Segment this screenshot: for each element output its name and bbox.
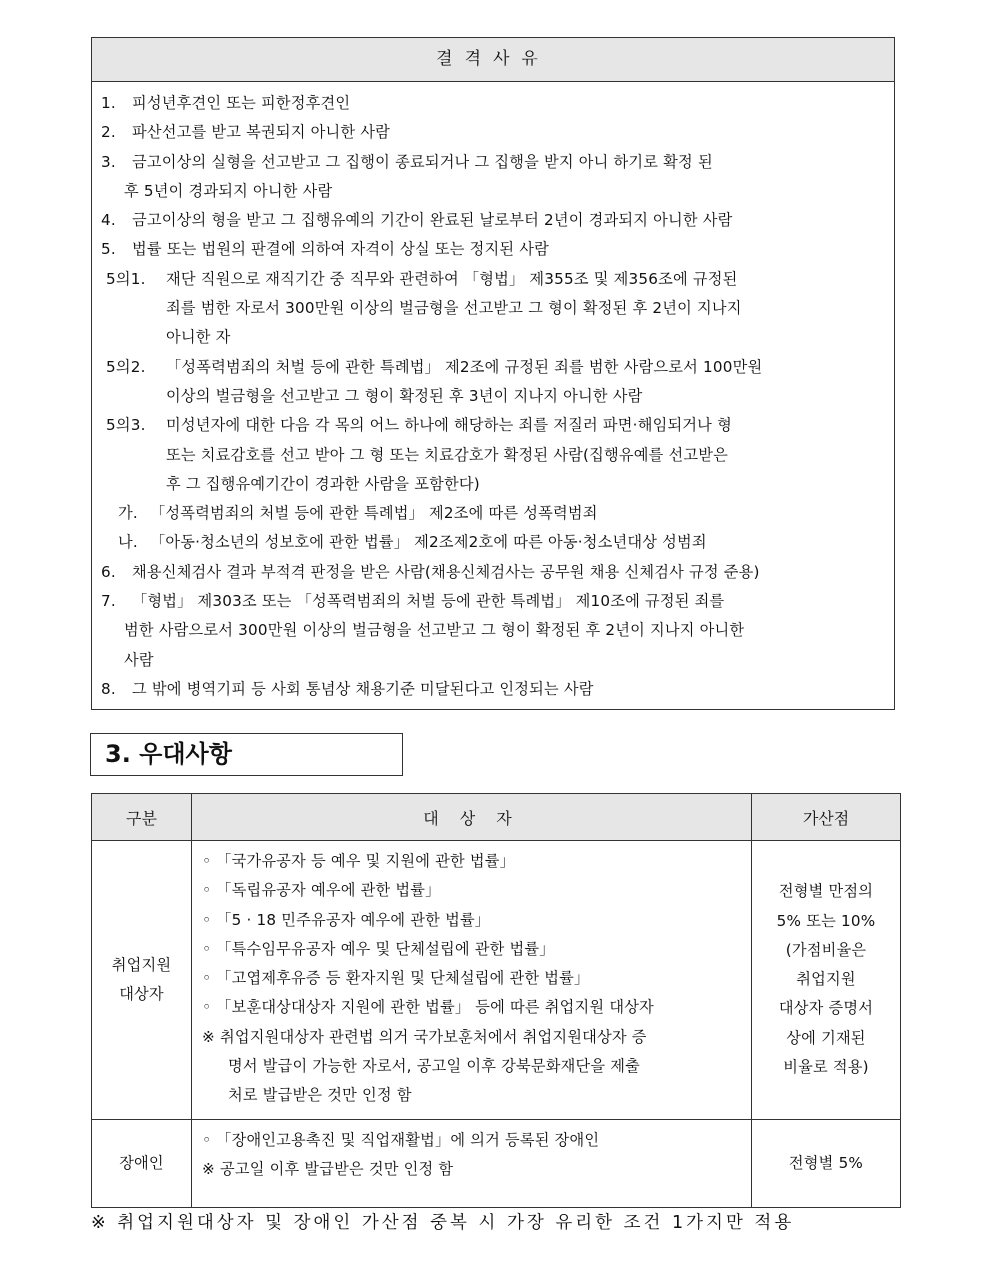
- disqualification-list: [92, 82, 894, 709]
- list-item: 8. 그 밖에 병역기피 등 사회 통념상 채용기준 미달된다고 인정되는 사람: [101, 679, 594, 698]
- header-category: 구분: [92, 794, 192, 841]
- header-points: 가산점: [752, 794, 901, 841]
- list-item: 가. 「성폭력범죄의 처벌 등에 관한 특례법」 제2조에 따른 성폭력범죄: [118, 504, 598, 523]
- header-targets: 대 상 자: [192, 794, 752, 841]
- table-row: [92, 841, 901, 1120]
- targets-cell: ◦ 「장애인고용촉진 및 직업재활법」에 의거 등록된 장애인 ※ 공고일 이후 발급받은 것만 인정 함: [192, 1119, 752, 1207]
- list-item: 1. 피성년후견인 또는 피한정후견인: [101, 94, 351, 112]
- list-item: 5의2. 「성폭력범죄의 처벌 등에 관한 특례법」 제2조에 규정된 죄를 범한 사람으로서 100만원 이상의 벌금형을 선고받고 그 형이 확정된 후 3년이 지나지 아니한 사람: [106, 357, 763, 405]
- disqualification-table: [91, 37, 895, 710]
- list-item: 5의1. 재단 직원으로 재직기간 중 직무와 관련하여 「형법」 제355조 및 제356조에 규정된 죄를 범한 자로서 300만원 이상의 벌금형을 선고받고 그 형이 확정된 후 2년이 지나지 아니한 자: [106, 269, 742, 347]
- table-header-row: [92, 794, 901, 841]
- footnote: ※ 취업지원대상자 및 장애인 가산점 중복 시 가장 유리한 조건 1가지만 적용: [91, 1213, 795, 1233]
- list-item: 7. 「형법」 제303조 또는 「성폭력범죄의 처벌 등에 관한 특례법」 제10조에 규정된 죄를 범한 사람으로서 300만원 이상의 벌금형을 선고받고 그 형이 확정된 후 2년이 지나지 아니한 사람: [101, 592, 745, 669]
- points-cell: 전형별 5%: [752, 1119, 901, 1207]
- list-item: 5. 법률 또는 법원의 판결에 의하여 자격이 상실 또는 정지된 사람: [101, 240, 550, 259]
- list-item: 6. 채용신체검사 결과 부적격 판정을 받은 사람(채용신체검사는 공무원 채용 신체검사 규정 준용): [101, 562, 760, 581]
- list-item: 나. 「아동·청소년의 성보호에 관한 법률」 제2조제2호에 따른 아동·청소년대상 성범죄: [118, 533, 707, 552]
- points-cell: 전형별 만점의 5% 또는 10% (가점비율은 취업지원 대상자 증명서 상에 기재된 비율로 적용): [752, 841, 901, 1120]
- list-item: 5의3. 미성년자에 대한 다음 각 목의 어느 하나에 해당하는 죄를 저질러 파면·해임되거나 형 또는 치료감호를 선고 받아 그 형 또는 치료감호가 확정된 사람(집행유예를 선고받은 후 그 집행유예기간이 경과한 사람을 포함한다): [106, 416, 732, 493]
- category-cell: 취업지원 대상자: [92, 841, 192, 1120]
- disqualification-header: 결격사유: [92, 38, 894, 82]
- category-cell: 장애인: [92, 1119, 192, 1207]
- targets-cell: ◦ 「국가유공자 등 예우 및 지원에 관한 법률」 ◦ 「독립유공자 예우에 관한 법률」 ◦ 「5 · 18 민주유공자 예우에 관한 법률」 ◦ 「특수임무유공자 예우 및 단체설립에 관한 법률」 ◦ 「고엽제후유증 등 환자지원 및 단체설립에 관한 법률」 ◦ 「보훈대상대상자 지원에 관한 법률」 등에 따른 취업지원 대상자 ※ 취업지원대상자 관련법 의거 국가보훈처에서 취업지원대상자 증 명서 발급이 가능한 자로서, 공고일 이후 강북문화재단을 제출 처로 발급받은 것만 인정 함: [192, 841, 752, 1120]
- section-title: 3. 우대사항: [90, 733, 403, 776]
- list-item: 3. 금고이상의 실형을 선고받고 그 집행이 종료되거나 그 집행을 받지 아니 하기로 확정 된 후 5년이 경과되지 아니한 사람: [101, 152, 713, 200]
- table-row: [92, 1119, 901, 1207]
- preference-table: [91, 793, 901, 1208]
- list-item: 4. 금고이상의 형을 받고 그 집행유예의 기간이 완료된 날로부터 2년이 경과되지 아니한 사람: [101, 211, 733, 230]
- list-item: 2. 파산선고를 받고 복권되지 아니한 사람: [101, 123, 391, 142]
